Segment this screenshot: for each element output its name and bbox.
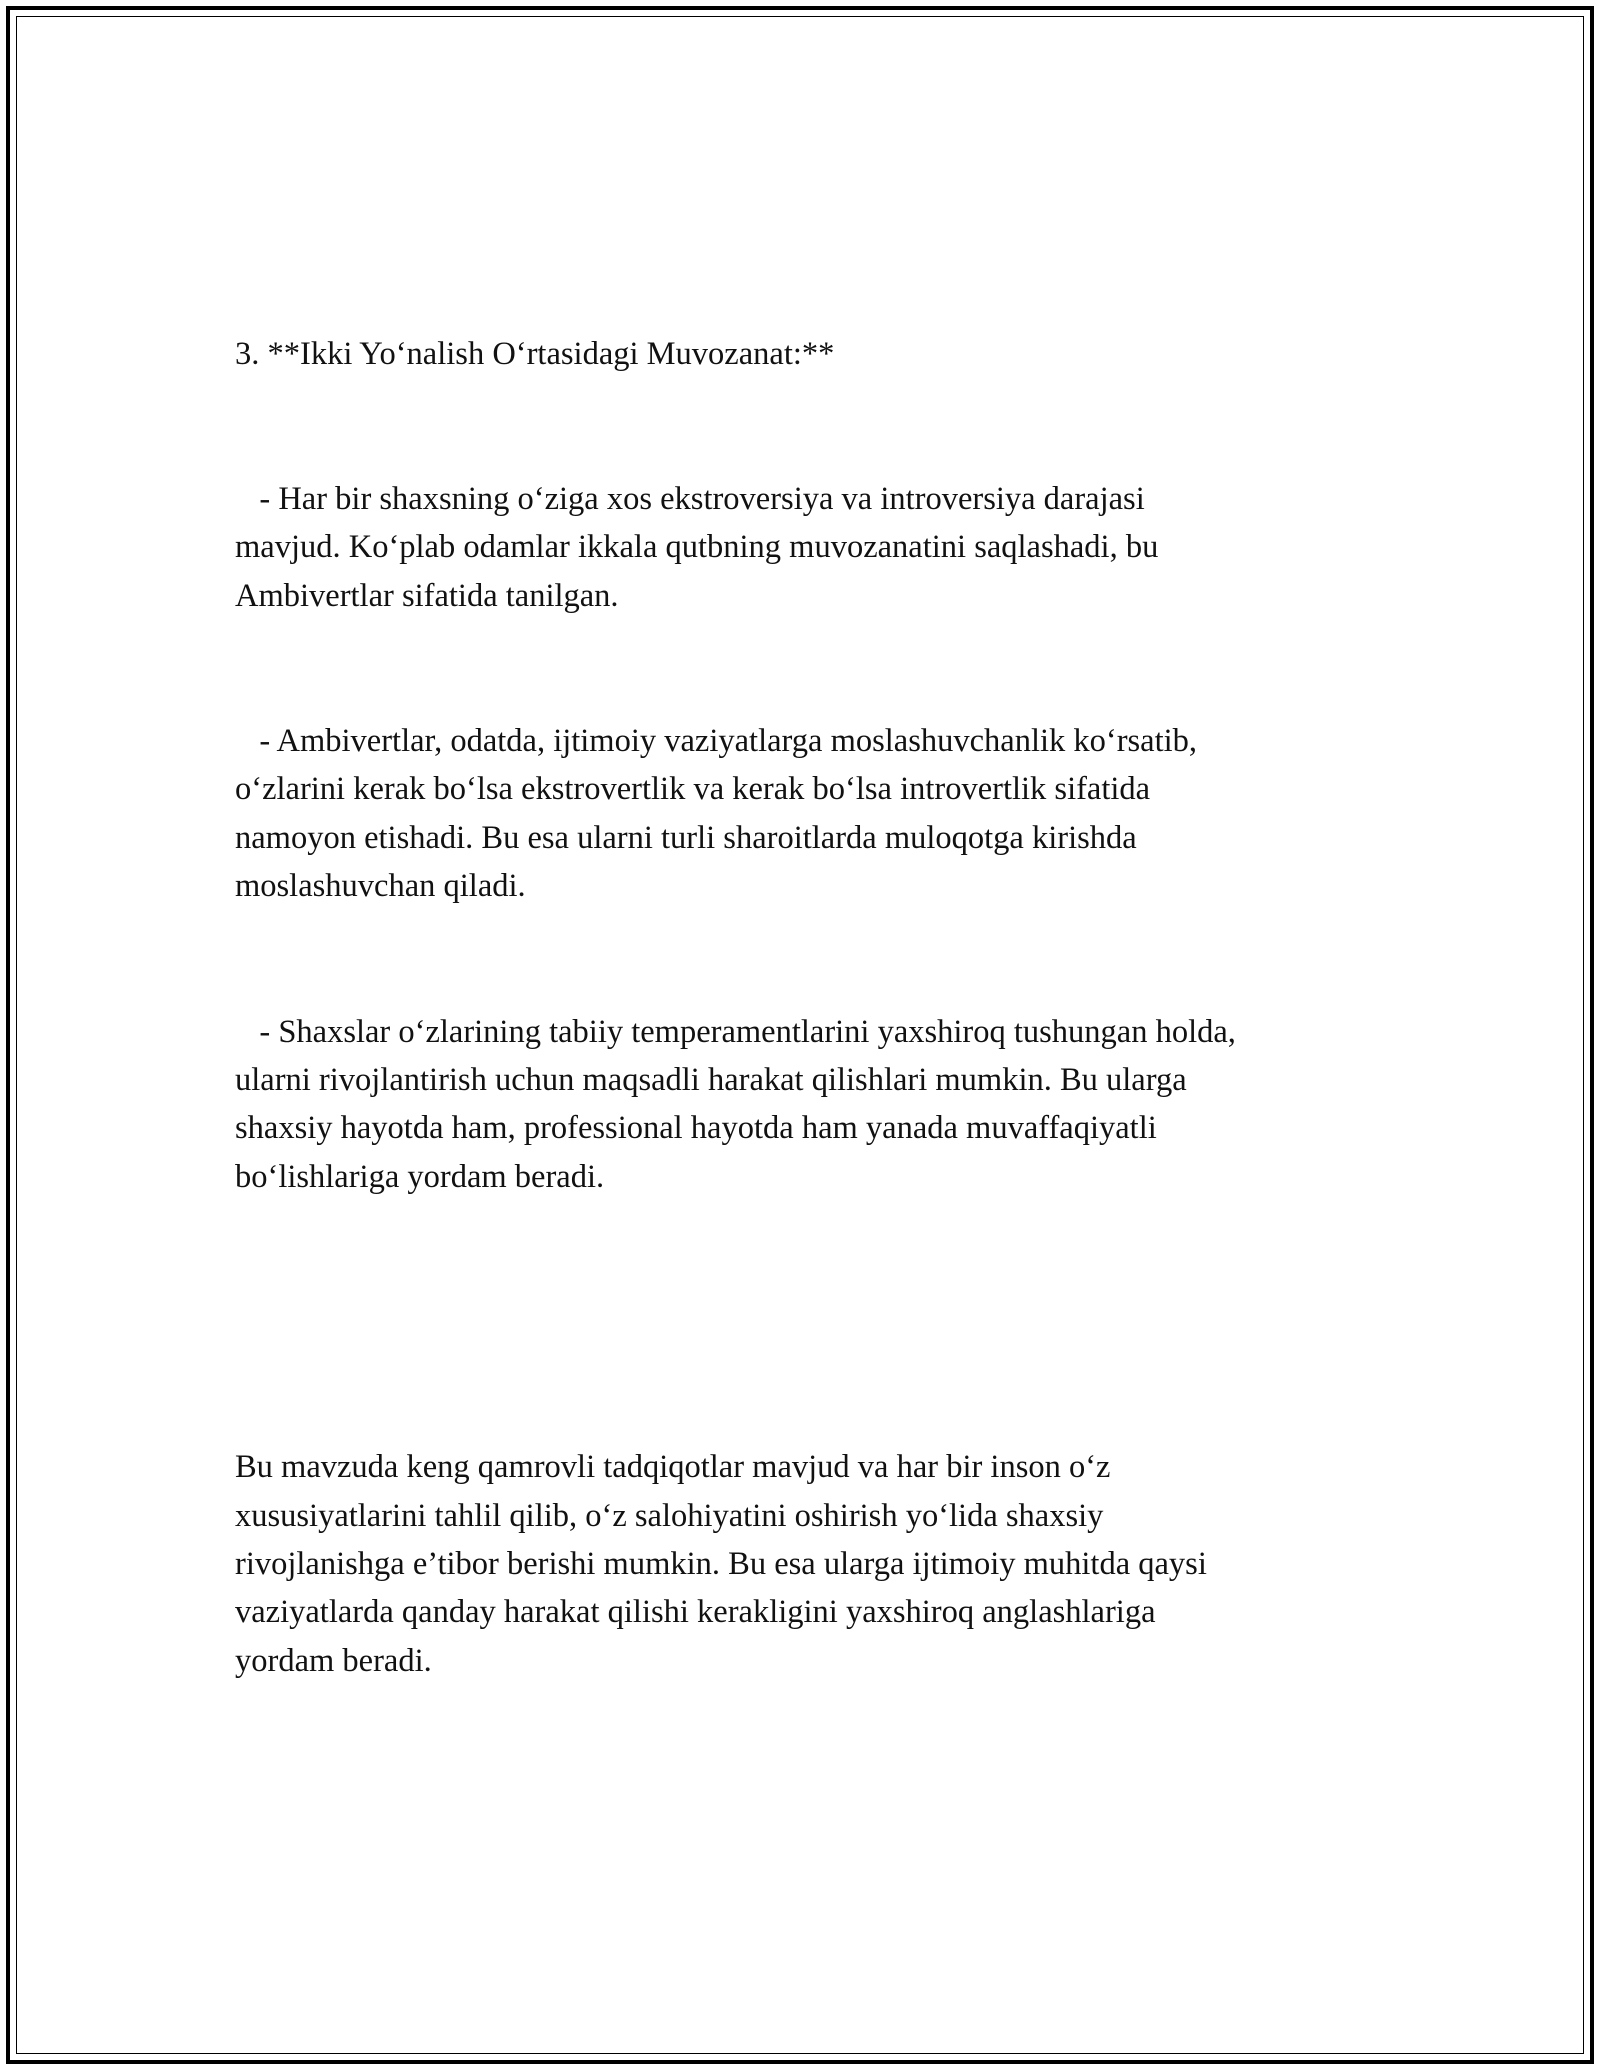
bullet-item: - Har bir shaxsning o‘ziga xos ekstroversiya va introversiya darajasi mavjud. Ko‘plab odamlar ikkala qutbning muvozanatini saqlashadi, bu Ambivertlar sifatida tanilgan. — [235, 481, 1159, 614]
paragraph-spacer — [235, 1298, 1405, 1346]
section-heading: 3. **Ikki Yo‘nalish O‘rtasidagi Muvozanat:** — [235, 335, 835, 372]
bullet-item: - Shaxslar o‘zlarining tabiiy temperamentlarini yaxshiroq tushungan holda, ularni rivojlantirish uchun maqsadli harakat qilishlari mumkin. Bu ularga shaxsiy hayotda ham, professional hayotda ham yanada muvaffaqiyatli bo‘lishlariga yordam beradi. — [235, 1013, 1236, 1195]
document-body — [235, 233, 1405, 1734]
conclusion-paragraph: Bu mavzuda keng qamrovli tadqiqotlar mavjud va har bir inson o‘z xususiyatlarini tahlil qilib, o‘z salohiyatini oshirish yo‘lida shaxsiy rivojlanishga e’tibor berishi mumkin. Bu esa ularga ijtimoiy muhitda qaysi vaziyatlarda qanday harakat qilishi kerakligini yaxshiroq anglashlariga yordam beradi. — [235, 1449, 1207, 1679]
bullet-item: - Ambivertlar, odatda, ijtimoiy vaziyatlarga moslashuvchanlik ko‘rsatib, o‘zlarini kerak bo‘lsa ekstrovertlik va kerak bo‘lsa introvertlik sifatida namoyon etishadi. Bu esa ularni turli sharoitlarda muloqotga kirishda moslashuvchan qiladi. — [235, 723, 1198, 905]
